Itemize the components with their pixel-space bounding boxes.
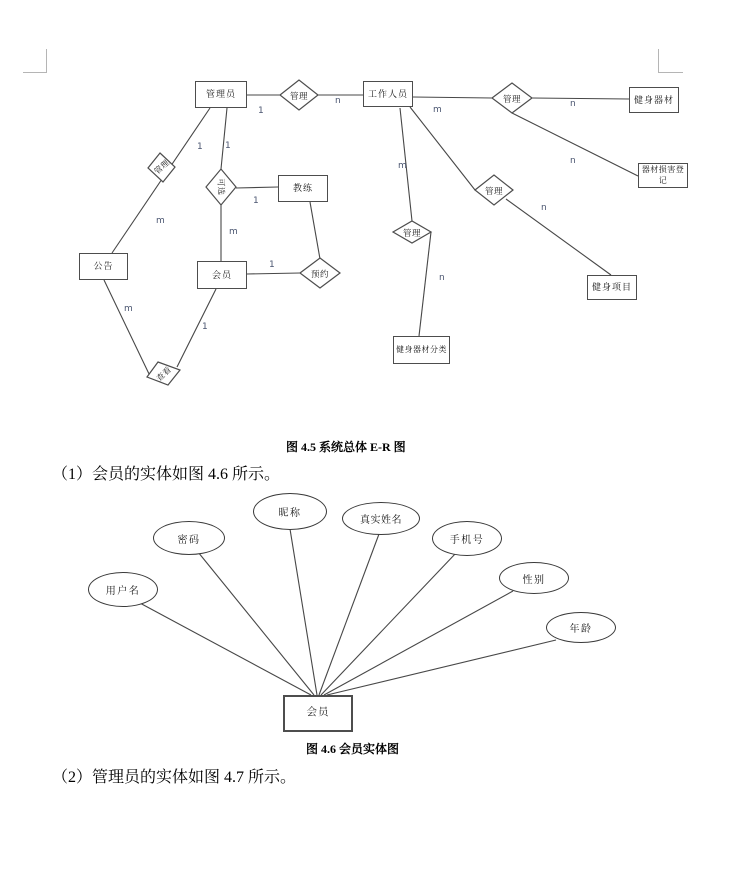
attribute-ellipse-phone: 手机号 xyxy=(432,521,502,556)
entity-fitness-project: 健身项目 xyxy=(587,275,637,300)
relationship-label-optional: 可选 xyxy=(216,178,226,196)
entity-coach: 教练 xyxy=(278,175,328,202)
relationship-label-reserve: 预约 xyxy=(310,269,330,279)
relationship-label-manage-2: 管理 xyxy=(502,94,522,104)
attribute-ellipse-age: 年龄 xyxy=(546,612,616,643)
entity-member: 会员 xyxy=(197,261,247,289)
relationship-diamonds xyxy=(147,80,532,385)
relationship-label-manage-4: 管理 xyxy=(402,228,422,238)
figure-4-5-caption: 图 4.5 系统总体 E-R 图 xyxy=(286,440,406,454)
cardinality-label: 1 xyxy=(258,106,264,116)
attribute-ellipse-password: 密码 xyxy=(153,521,225,555)
cardinality-label: 1 xyxy=(253,196,259,206)
cardinality-label: m xyxy=(398,161,407,171)
entity-member-figure46: 会员 xyxy=(283,695,353,732)
attribute-ellipse-nickname: 昵称 xyxy=(253,493,327,530)
cardinality-label: n xyxy=(335,96,341,106)
cardinality-label: n xyxy=(570,156,576,166)
cardinality-label: n xyxy=(439,273,445,283)
attribute-ellipse-gender: 性别 xyxy=(499,562,569,594)
paragraph-admin-entity: （2）管理员的实体如图 4.7 所示。 xyxy=(52,769,297,786)
relationship-label-view: 查看 xyxy=(154,364,174,384)
paragraph-member-entity: （1）会员的实体如图 4.6 所示。 xyxy=(52,466,281,483)
cardinality-label: n xyxy=(541,203,547,213)
figure-4-6-caption: 图 4.6 会员实体图 xyxy=(306,742,400,756)
entity-admin: 管理员 xyxy=(195,81,247,108)
entity-equipment-category: 健身器材分类 xyxy=(393,336,450,364)
attribute-ellipse-realname: 真实姓名 xyxy=(342,502,420,535)
cardinality-label: 1 xyxy=(269,260,275,270)
relationship-label-manage-1: 管理 xyxy=(289,91,309,101)
entity-damage-record: 器材损害登记 xyxy=(638,163,688,188)
cardinality-label: 1 xyxy=(197,142,203,152)
entity-announcement: 公告 xyxy=(79,253,128,280)
cardinality-label: 1 xyxy=(202,322,208,332)
cardinality-label: m xyxy=(229,227,238,237)
cardinality-label: m xyxy=(156,216,165,226)
entity-equipment: 健身器材 xyxy=(629,87,679,113)
cardinality-label: m xyxy=(124,304,133,314)
cardinality-label: n xyxy=(570,99,576,109)
cardinality-label: m xyxy=(433,105,442,115)
cardinality-label: 1 xyxy=(225,141,231,151)
er-connector-lines xyxy=(104,95,638,376)
relationship-label-manage-3: 管理 xyxy=(484,186,504,196)
relationship-label-manage-5: 管理 xyxy=(152,157,172,177)
attribute-ellipse-username: 用户名 xyxy=(88,572,158,607)
entity-staff: 工作人员 xyxy=(363,81,413,107)
